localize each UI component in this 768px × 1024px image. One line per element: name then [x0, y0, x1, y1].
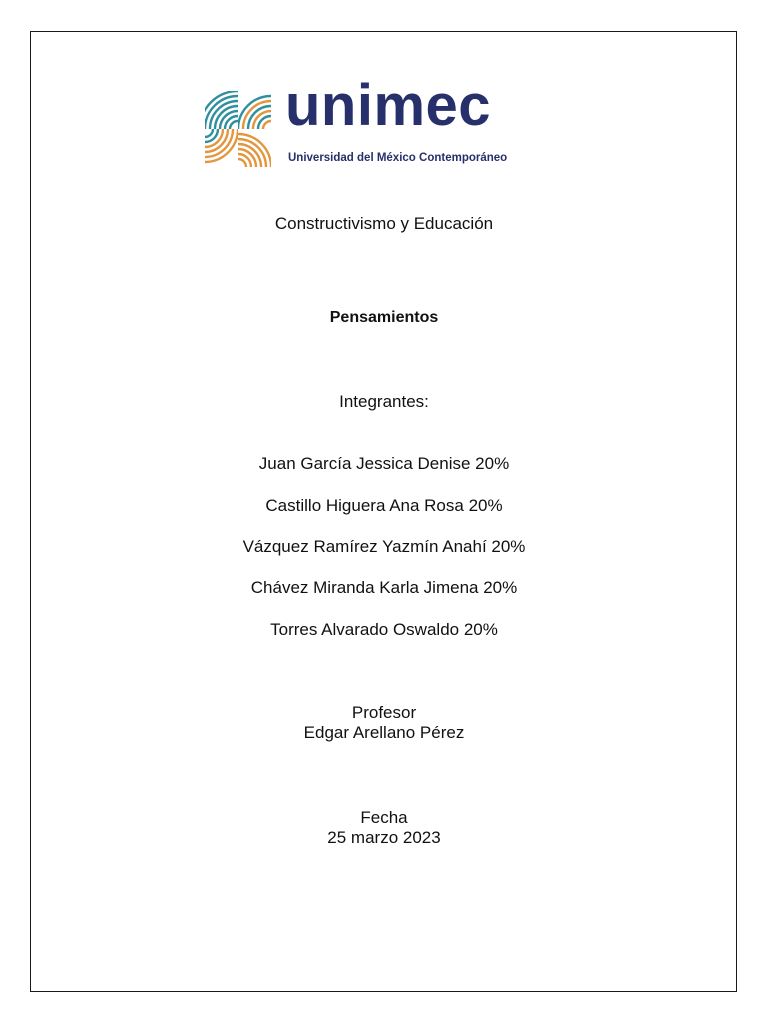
member-name: Chávez Miranda Karla Jimena 20%: [250, 578, 518, 597]
members-heading: Integrantes:: [339, 392, 429, 411]
member-name: Torres Alvarado Oswaldo 20%: [270, 620, 498, 639]
date-label: Fecha: [360, 808, 408, 827]
fingerprint-icon: [205, 91, 271, 167]
document-title: Pensamientos: [329, 309, 439, 326]
professor-name: Edgar Arellano Pérez: [303, 723, 465, 742]
logo-subtitle: Universidad del México Contemporáneo: [288, 152, 508, 164]
university-logo: [205, 73, 535, 171]
subject-title: Constructivismo y Educación: [274, 214, 494, 233]
professor-label: Profesor: [351, 703, 417, 722]
logo-wordmark: unimec: [285, 73, 492, 138]
member-name: Castillo Higuera Ana Rosa 20%: [265, 496, 503, 515]
date-value: 25 marzo 2023: [327, 828, 441, 847]
member-name: Juan García Jessica Denise 20%: [258, 454, 510, 473]
member-name: Vázquez Ramírez Yazmín Anahí 20%: [242, 537, 526, 556]
